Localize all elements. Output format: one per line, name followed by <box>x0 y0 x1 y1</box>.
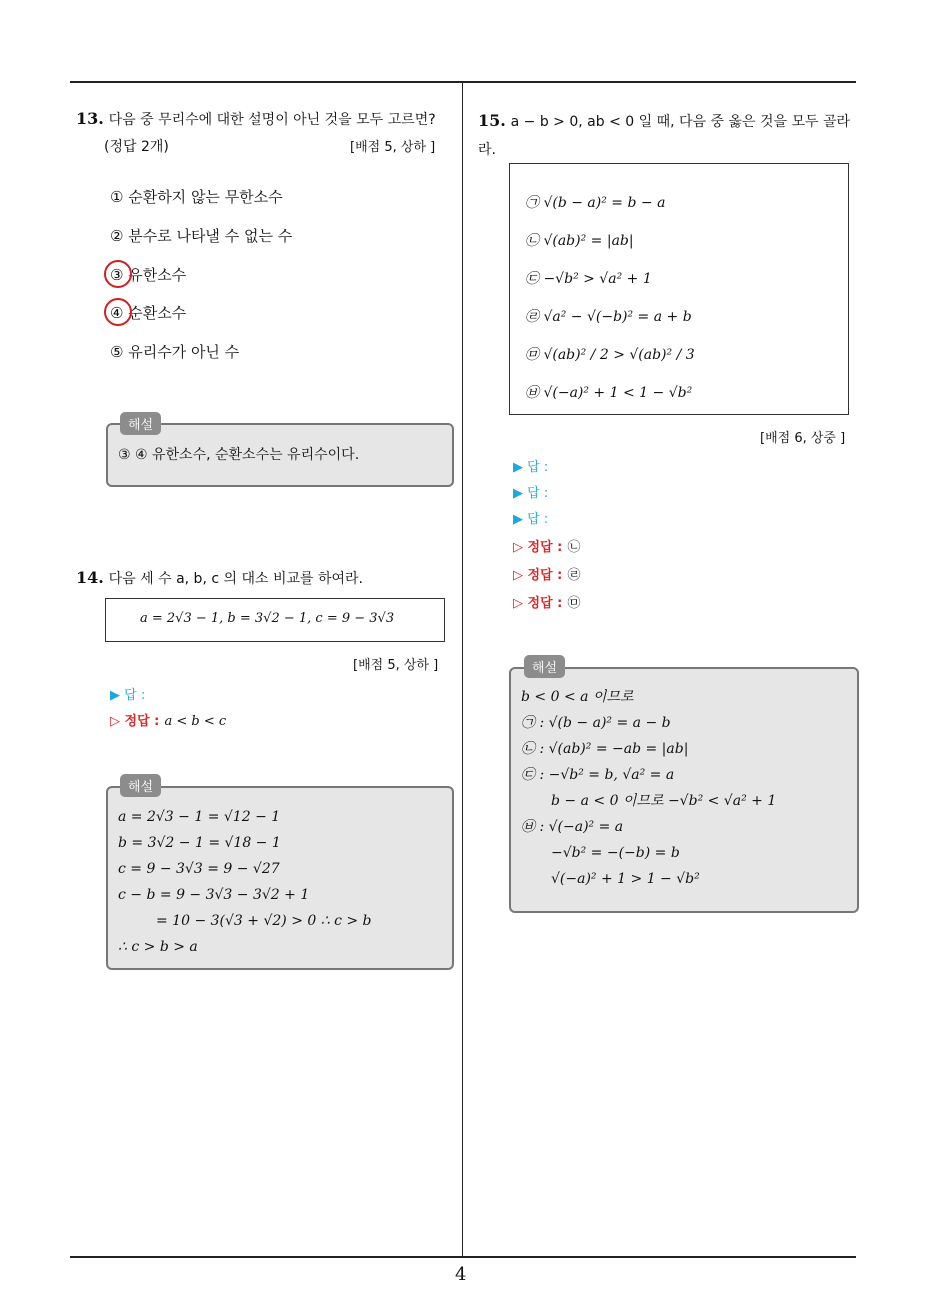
q15-correct-value: ㉣ <box>567 568 581 583</box>
q15-correct-label: ▷ 정답 : <box>513 540 563 555</box>
q15-items <box>525 184 695 412</box>
question-13-text: 다음 중 무리수에 대한 설명이 아닌 것을 모두 고르면? <box>108 112 436 128</box>
q15-item: ㉢ −√b² > √a² + 1 <box>525 271 652 287</box>
question-15 <box>478 108 858 164</box>
q15-solution-tag: 해설 <box>524 655 565 678</box>
q13-option-1[interactable]: ① 순환하지 않는 무한소수 <box>110 188 283 206</box>
q15-correct-value: ㉤ <box>567 596 581 611</box>
q15-correct-label: ▷ 정답 : <box>513 568 563 583</box>
question-15-text: a − b > 0, ab < 0 일 때, 다음 중 옳은 것을 모두 골라라. <box>478 114 851 158</box>
question-14-number: 14. <box>76 568 104 587</box>
q15-item: ㉠ √(b − a)² = b − a <box>525 195 666 211</box>
column-divider <box>462 82 463 1258</box>
q15-correct-1 <box>513 536 580 555</box>
q15-item: ㉣ √a² − √(−b)² = a + b <box>525 309 692 325</box>
question-14-text: 다음 세 수 a, b, c 의 대소 비교를 하여라. <box>108 571 364 587</box>
q13-option-2[interactable]: ② 분수로 나타낼 수 없는 수 <box>110 227 293 245</box>
question-15-number: 15. <box>478 111 506 130</box>
q15-solution-line: ㉠ : √(b − a)² = a − b <box>521 715 671 731</box>
q14-given-expression: a = 2√3 − 1, b = 3√2 − 1, c = 9 − 3√3 <box>140 611 395 626</box>
q15-correct-value: ㉡ <box>567 540 581 555</box>
question-13-score: [배점 5, 상하 ] <box>350 140 436 155</box>
q15-solution-line: ㉡ : √(ab)² = −ab = |ab| <box>521 741 689 757</box>
q15-solution-line: b < 0 < a 이므로 <box>521 689 634 705</box>
q14-solution-line: b = 3√2 − 1 = √18 − 1 <box>118 835 281 851</box>
q15-solution-line: ㉢ : −√b² = b, √a² = a <box>521 767 675 783</box>
q13-solution-text: ③ ④ 유한소수, 순환소수는 유리수이다. <box>118 447 360 463</box>
q15-score: [배점 6, 상중 ] <box>760 431 846 446</box>
q15-correct-3 <box>513 592 580 611</box>
q15-solution-line: −√b² = −(−b) = b <box>551 845 680 861</box>
bottom-rule <box>70 1256 856 1258</box>
q14-solution-line: = 10 − 3(√3 + √2) > 0 ∴ c > b <box>156 913 372 929</box>
q14-solution-line: c − b = 9 − 3√3 − 3√2 + 1 <box>118 887 310 903</box>
q14-answer-label[interactable]: ▶ 답 : <box>110 688 146 703</box>
q14-correct-label: ▷ 정답 : <box>110 714 160 729</box>
question-13 <box>76 108 458 131</box>
q13-option-5[interactable]: ⑤ 유리수가 아닌 수 <box>110 343 240 361</box>
q15-solution-line: b − a < 0 이므로 −√b² < √a² + 1 <box>551 793 777 809</box>
q14-solution-line: c = 9 − 3√3 = 9 − √27 <box>118 861 280 877</box>
q14-correct <box>110 710 226 729</box>
q15-item: ㉡ √(ab)² = |ab| <box>525 233 634 249</box>
q15-solution-line: ㉥ : √(−a)² = a <box>521 819 624 835</box>
q14-solution-line: ∴ c > b > a <box>118 939 198 955</box>
q13-option-3[interactable]: ③ 유한소수 <box>110 266 187 284</box>
page-number: 4 <box>455 1264 467 1285</box>
q15-answer-label[interactable]: ▶ 답 : <box>513 512 549 527</box>
q14-solution-line: a = 2√3 − 1 = √12 − 1 <box>118 809 281 825</box>
q13-solution-tag: 해설 <box>120 412 161 435</box>
q15-item: ㉥ √(−a)² + 1 < 1 − √b² <box>525 385 693 401</box>
q15-solution-line: √(−a)² + 1 > 1 − √b² <box>551 871 700 887</box>
q15-answer-label[interactable]: ▶ 답 : <box>513 486 549 501</box>
q15-correct-2 <box>513 564 580 583</box>
q15-answer-label[interactable]: ▶ 답 : <box>513 460 549 475</box>
q14-correct-value: a < b < c <box>164 714 227 729</box>
answer-mark-circle <box>104 298 132 326</box>
q15-item: ㉤ √(ab)² / 2 > √(ab)² / 3 <box>525 347 695 363</box>
q14-score: [배점 5, 상하 ] <box>353 658 439 673</box>
q15-correct-label: ▷ 정답 : <box>513 596 563 611</box>
q15-solution-lines <box>521 684 776 892</box>
q14-solution-lines <box>118 804 372 960</box>
answer-mark-circle <box>104 260 132 288</box>
question-14 <box>76 567 458 590</box>
q14-solution-tag: 해설 <box>120 774 161 797</box>
q13-option-4[interactable]: ④ 순환소수 <box>110 304 187 322</box>
question-13-number: 13. <box>76 109 104 128</box>
question-13-sub: (정답 2개) <box>104 139 169 155</box>
top-rule <box>70 81 856 83</box>
